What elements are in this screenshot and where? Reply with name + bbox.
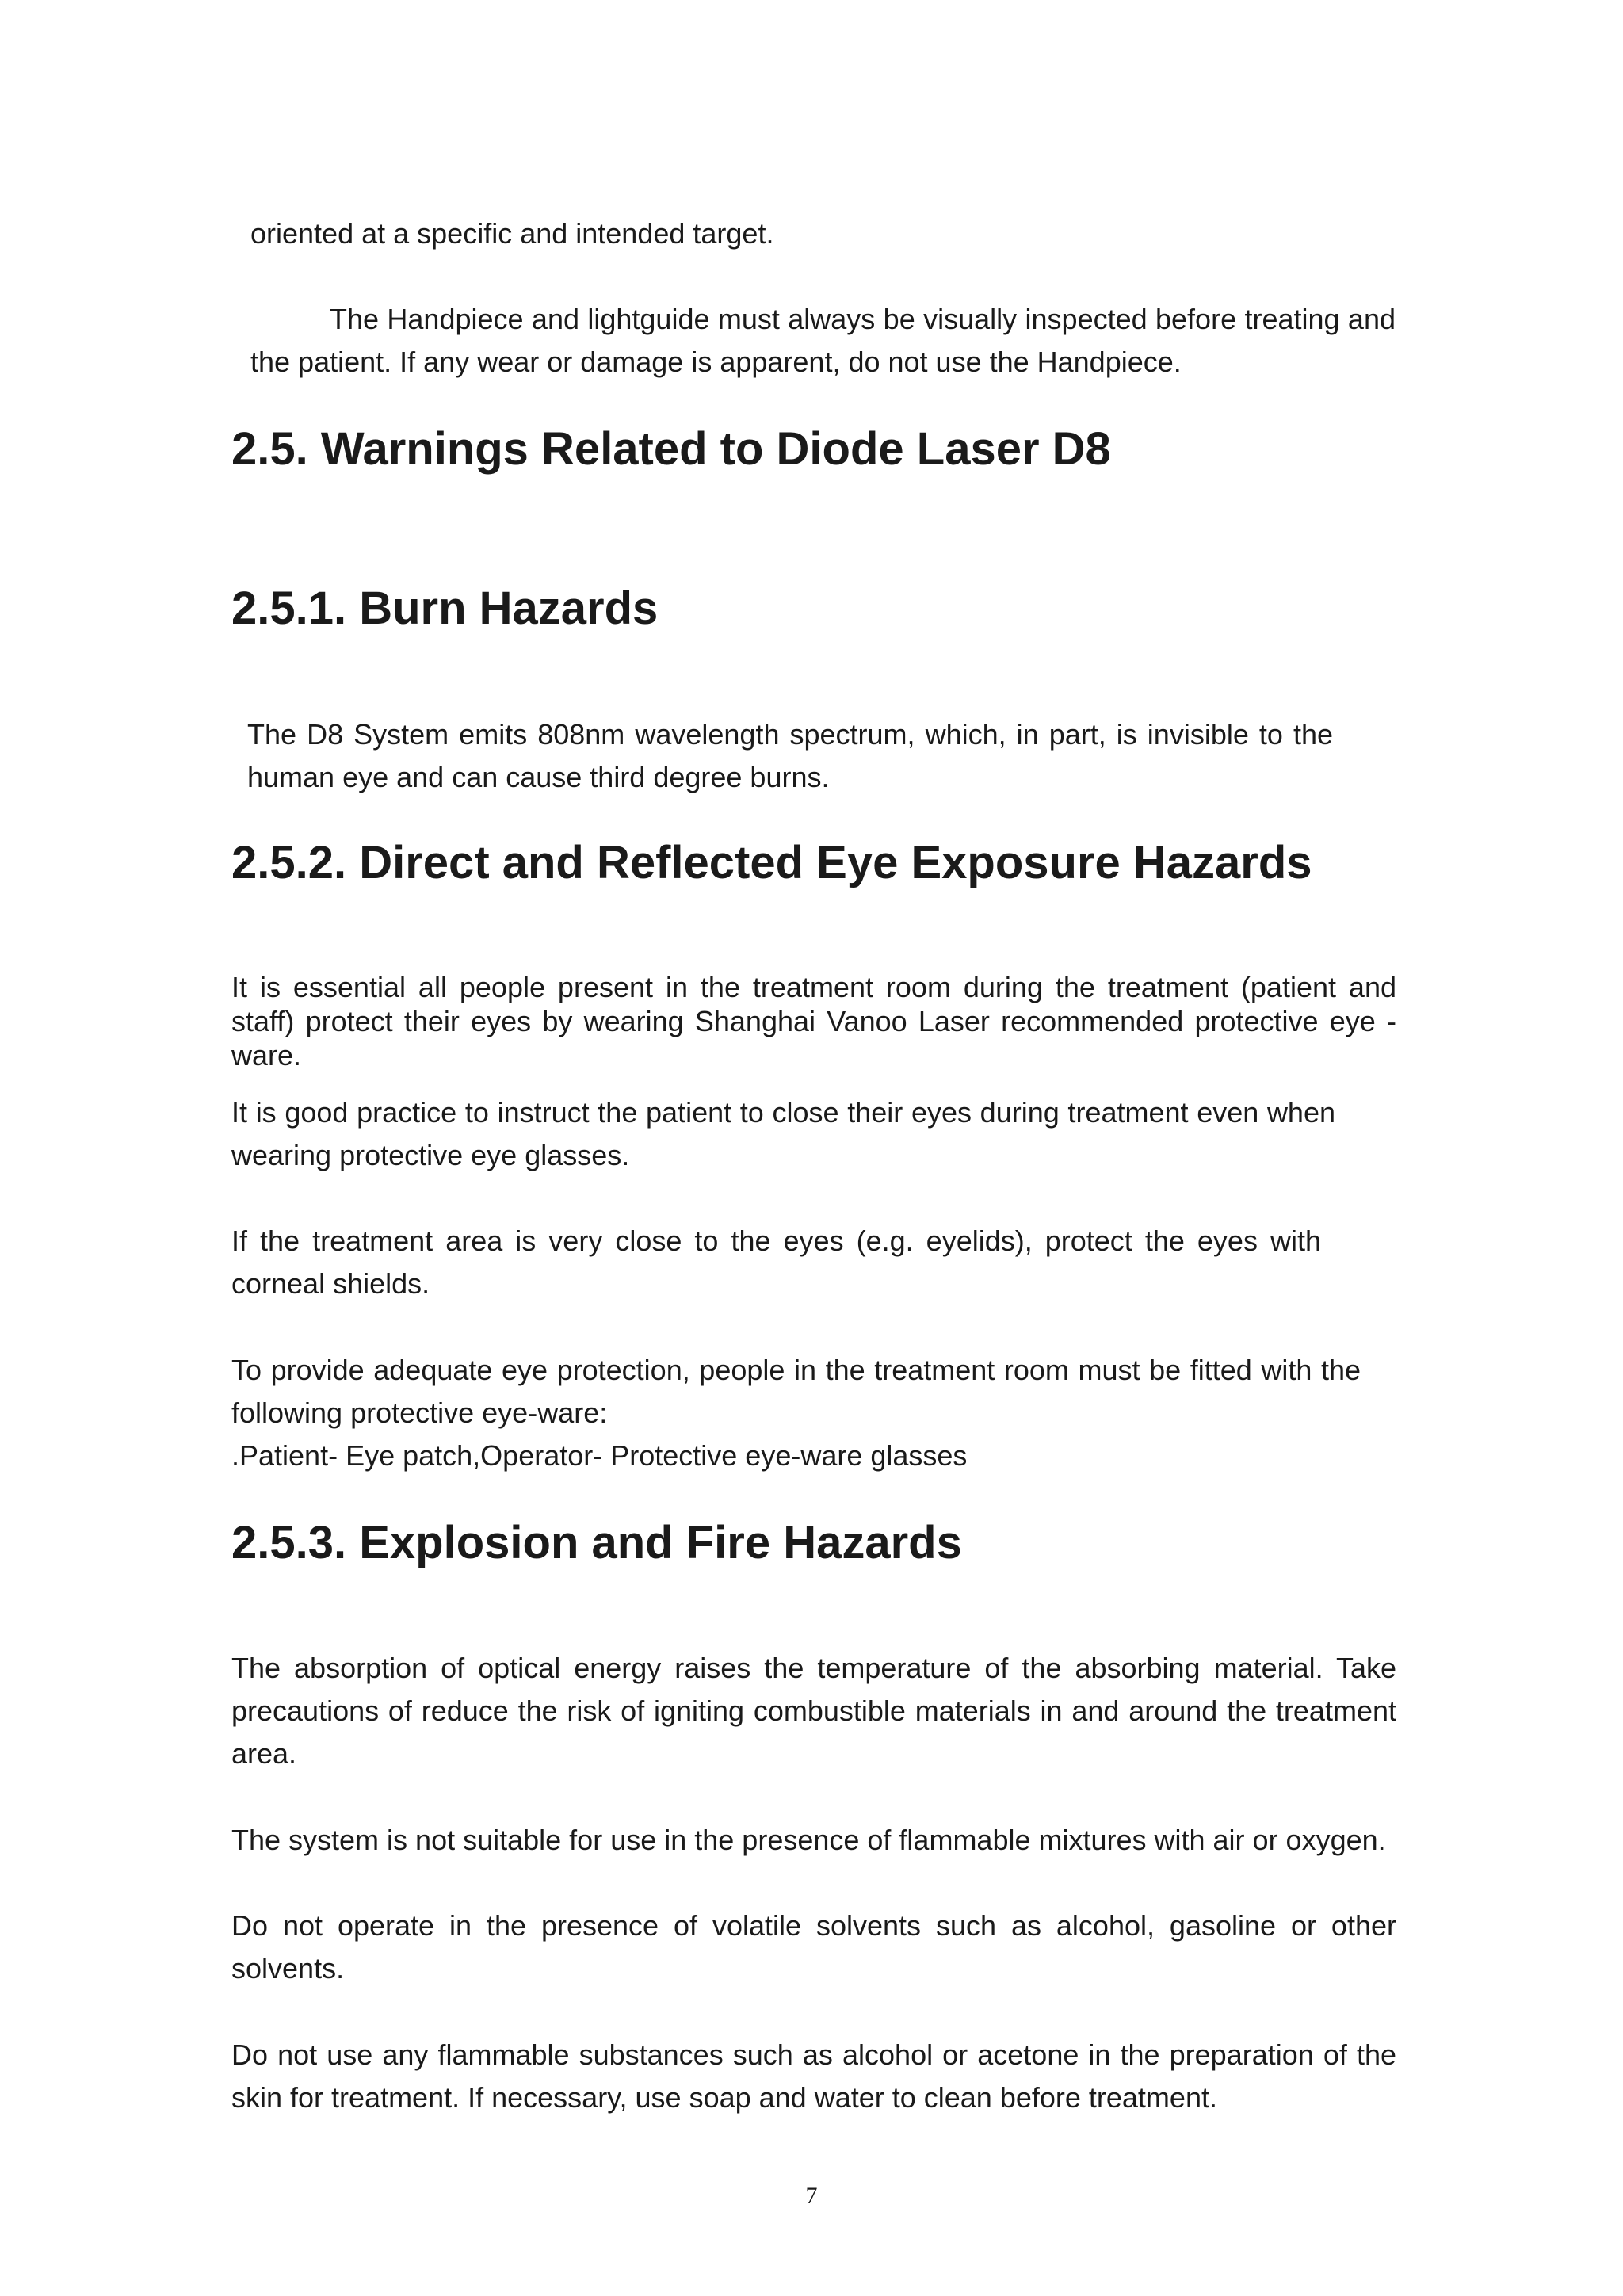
paragraph-optical-energy: The absorption of optical energy raises the temperature of the absorbing material. Take precautions of reduce the risk of igniting combustible materials in and around the treatment area. [231,1652,1396,1770]
paragraph-burn-hazard: The D8 System emits 808nm wavelength spectrum, which, in part, is invisible to the human eye and can cause third degree burns. [247,718,1333,793]
paragraph-volatile-solvents: Do not operate in the presence of volatile solvents such as alcohol, gasoline or other solvents. [231,1909,1396,1985]
heading-2-5-3-fire-hazards: 2.5.3. Explosion and Fire Hazards [231,1517,962,1568]
paragraph-close-eyes: It is good practice to instruct the patient to close their eyes during treatment even when wearing protective eye glasses. [231,1096,1335,1171]
heading-2-5-2-eye-exposure: 2.5.2. Direct and Reflected Eye Exposure Hazards [231,837,1312,888]
paragraph-eye-ware: To provide adequate eye protection, people in the treatment room must be fitted with the following protective eye-ware: [231,1354,1361,1429]
paragraph-skin-preparation: Do not use any flammable substances such as alcohol or acetone in the preparation of the skin for treatment. If necessary, use soap and water to clean before treatment. [231,2038,1396,2114]
paragraph-eye-ware-list: .Patient- Eye patch,Operator- Protective eye-ware glasses [231,1439,968,1472]
paragraph-handpiece-inspection: The Handpiece and lightguide must always be visually inspected before treating and the patient. If any wear or damage is apparent, do not use the Handpiece. [250,303,1396,378]
heading-2-5-1-burn-hazards: 2.5.1. Burn Hazards [231,583,659,634]
page-number: 7 [805,2183,818,2209]
paragraph-corneal-shields: If the treatment area is very close to the eyes (e.g. eyelids), protect the eyes with corneal shields. [231,1224,1321,1300]
paragraph-flammable-mixtures: The system is not suitable for use in the presence of flammable mixtures with air or oxygen. [231,1824,1386,1856]
paragraph-oriented: oriented at a specific and intended target. [250,217,774,250]
heading-2-5-warnings: 2.5. Warnings Related to Diode Laser D8 [231,423,1111,475]
paragraph-eye-protection: It is essential all people present in the treatment room during the treatment (patient and staff) protect their eyes by wearing Shanghai Vanoo Laser recommended protective eye - ware. [231,971,1396,1072]
